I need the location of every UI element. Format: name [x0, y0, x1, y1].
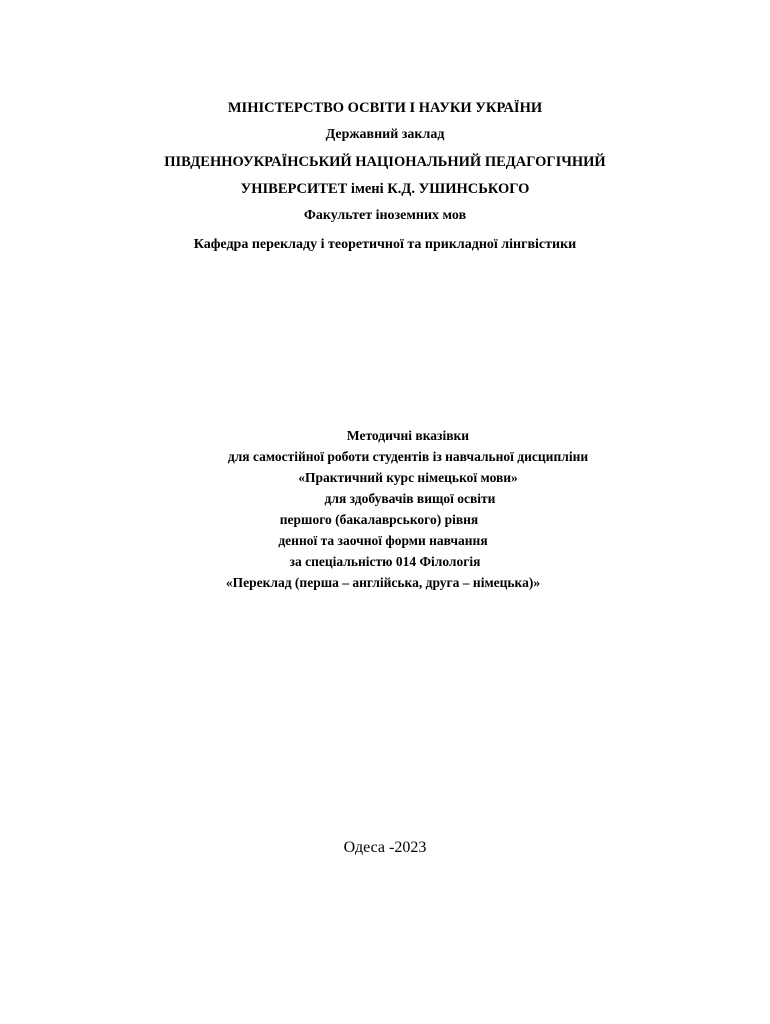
title-line-4: для здобувачів вищої освіти	[324, 491, 496, 506]
course-name: «Практичний курс німецької мови»	[298, 470, 518, 485]
title-line-5: першого (бакалаврського) рівня	[279, 512, 479, 527]
department-name: Кафедра перекладу і теоретичної та прикладної лінгвістики	[193, 237, 577, 252]
ministry-heading: МІНІСТЕРСТВО ОСВІТИ І НАУКИ УКРАЇНИ	[227, 100, 543, 116]
university-name-line-2: УНІВЕРСИТЕТ імені К.Д. УШИНСЬКОГО	[240, 181, 530, 197]
place-year: Одеса -2023	[343, 839, 427, 856]
specialty-line: за спеціальністю 014 Філологія	[289, 554, 481, 569]
title-line-2: для самостійної роботи студентів із навчальної дисципліни	[227, 449, 589, 464]
institution-type: Державний заклад	[325, 127, 445, 142]
program-line: «Переклад (перша – англійська, друга – німецька)»	[225, 575, 541, 590]
document-title: Методичні вказівки	[346, 428, 470, 443]
faculty-name: Факультет іноземних мов	[303, 208, 467, 223]
university-name-line-1: ПІВДЕННОУКРАЇНСЬКИЙ НАЦІОНАЛЬНИЙ ПЕДАГОГІЧНИЙ	[164, 154, 606, 170]
title-line-6: денної та заочної форми навчання	[278, 533, 488, 548]
